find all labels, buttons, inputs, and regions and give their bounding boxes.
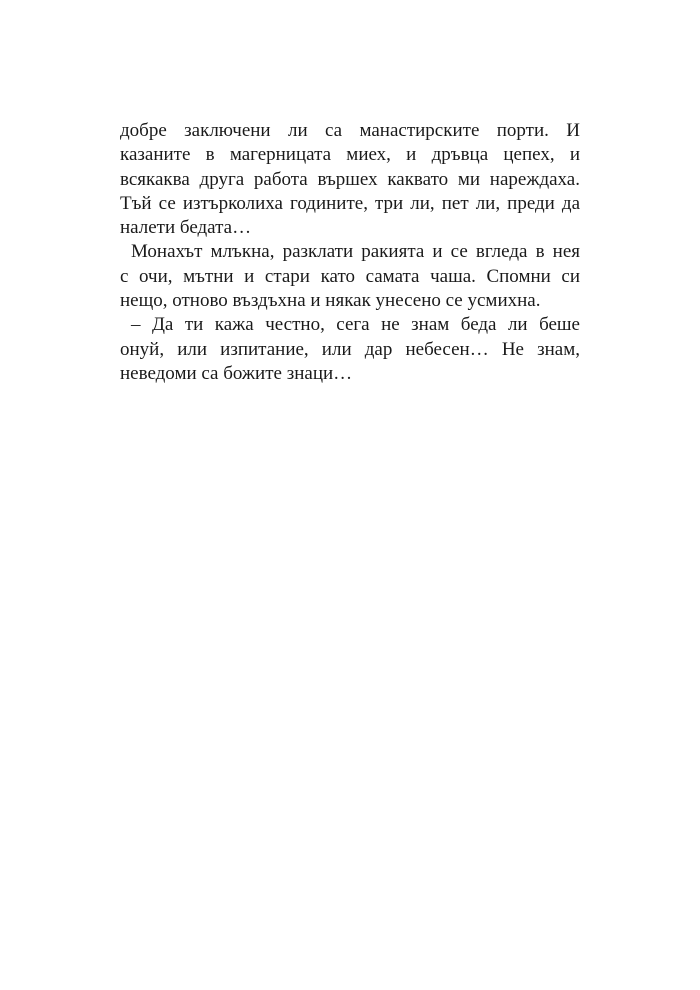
text-line: неведоми са божите знаци… bbox=[120, 362, 353, 384]
text-line: Тъй се изтърколиха годините, три ли, пет ли, преди да bbox=[120, 192, 580, 214]
text-line: онуй, или изпитание, или дар небесен… Не знам, bbox=[120, 338, 580, 360]
body-text bbox=[120, 119, 580, 386]
text-line: налети бедата… bbox=[120, 217, 252, 239]
text-line: с очи, мътни и стари като самата чаша. Спомни си bbox=[120, 265, 580, 287]
text-line: добре заключени ли са манастирските порти. И bbox=[120, 120, 580, 141]
text-line: казаните в магерницата миех, и дръвца цепех, и bbox=[120, 144, 580, 166]
paragraph-start-line: Монахът млъкна, разклати ракията и се вгледа в нея bbox=[131, 241, 580, 263]
dialogue-start-line: – Да ти кажа честно, сега не знам беда ли беше bbox=[131, 314, 580, 336]
text-line: всякаква друга работа вършех каквато ми нареждаха. bbox=[120, 168, 580, 190]
text-line: нещо, отново въздъхна и някак унесено се усмихна. bbox=[120, 290, 541, 312]
